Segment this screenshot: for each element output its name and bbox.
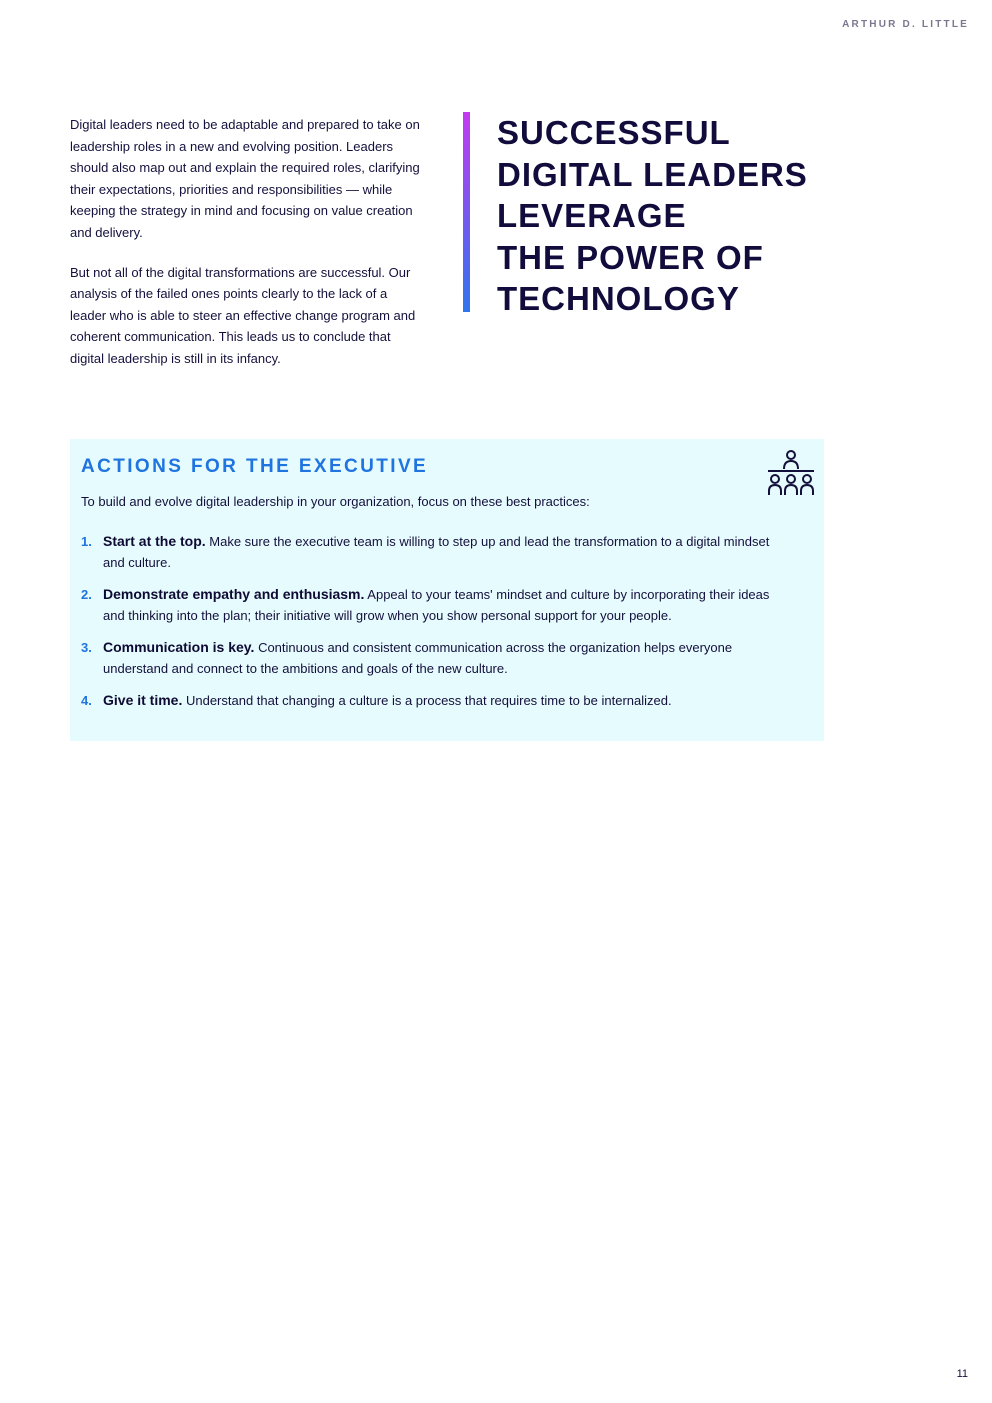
pull-quote-text — [497, 112, 823, 320]
pull-quote-line: LEVERAGE — [497, 197, 687, 234]
list-item-lead: Demonstrate empathy and enthusiasm. — [103, 586, 365, 602]
intro-paragraph-1: Digital leaders need to be adaptable and prepared to take on leadership roles in a new and evolving position. Leaders should also map out and explain the required roles, clarifying their expectations, priorities and responsibilities — while keeping the strategy in mind and focusing on value creation and delivery. — [70, 117, 420, 240]
list-item-lead: Start at the top. — [103, 533, 206, 549]
pull-quote — [463, 112, 823, 320]
list-item-number: 3. — [81, 640, 92, 655]
header-brand: ARTHUR D. LITTLE — [842, 19, 969, 30]
list-item-text: Understand that changing a culture is a process that requires time to be internalized. — [182, 693, 672, 708]
pull-quote-line: THE POWER OF — [497, 238, 764, 276]
pull-quote-line: SUCCESSFUL — [497, 114, 731, 151]
list-item-text: Appeal to your teams' mindset and culture by incorporating their ideas and thinking into the plan; their initiative will grow when you show personal support for your people. — [103, 587, 770, 623]
list-item — [81, 584, 788, 626]
actions-list — [81, 531, 788, 711]
actions-panel — [70, 439, 824, 741]
list-item-number: 4. — [81, 693, 92, 708]
intro-paragraph-2: But not all of the digital transformations are successful. Our analysis of the failed ones points clearly to the lack of a leader who is able to steer an effective change program and coherent communication. This leads us to conclude that digital leadership is still in its infancy. — [70, 264, 416, 366]
list-item — [81, 637, 788, 679]
list-item — [81, 531, 788, 573]
pull-quote-accent-bar — [463, 112, 470, 312]
org-chart-icon — [768, 449, 814, 499]
list-item-number: 2. — [81, 587, 92, 602]
list-item-lead: Communication is key. — [103, 639, 255, 655]
page-number: 11 — [956, 1368, 968, 1380]
list-item-text: Make sure the executive team is willing to step up and lead the transformation to a digital mindset and culture. — [103, 534, 770, 570]
list-item — [81, 690, 788, 711]
list-item-number: 1. — [81, 534, 92, 549]
actions-intro: To build and evolve digital leadership in your organization, focus on these best practices: — [81, 494, 590, 509]
intro-column — [70, 114, 422, 388]
list-item-lead: Give it time. — [103, 692, 183, 708]
actions-title: ACTIONS FOR THE EXECUTIVE — [81, 456, 429, 477]
pull-quote-line: DIGITAL LEADERS — [497, 155, 808, 193]
pull-quote-line: TECHNOLOGY — [497, 280, 740, 317]
list-item-text: Continuous and consistent communication across the organization helps everyone understand and connect to the ambitions and goals of the new culture. — [103, 640, 733, 676]
